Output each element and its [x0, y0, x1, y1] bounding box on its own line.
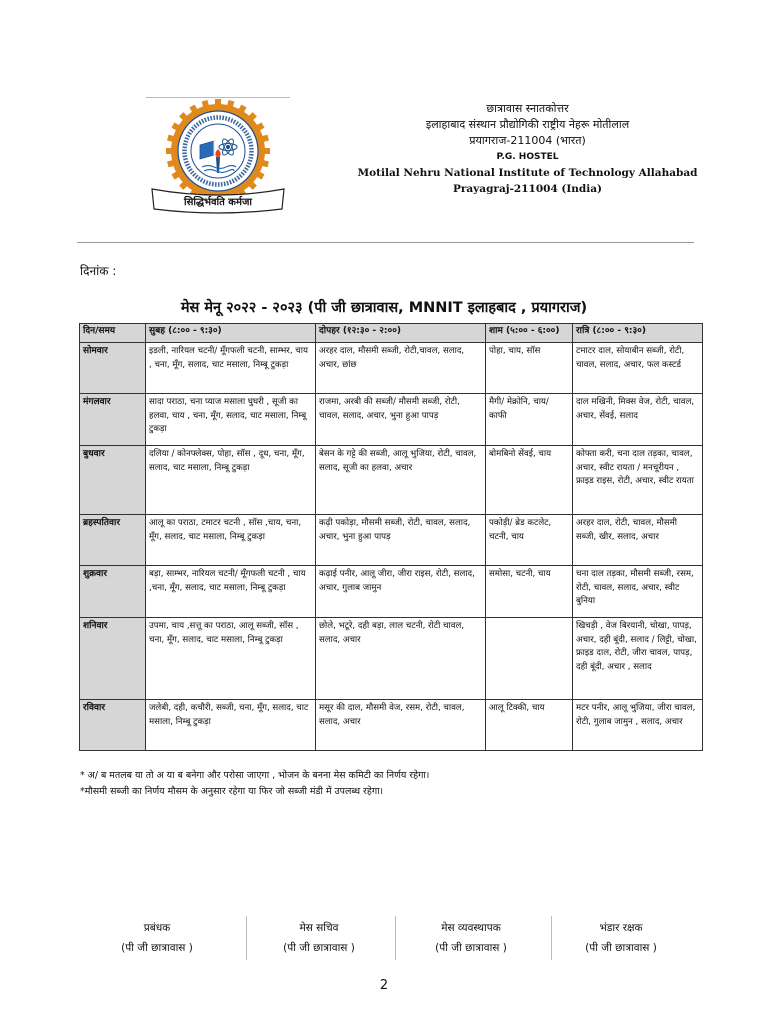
table-row: [80, 394, 703, 446]
dinner-cell: कोफ्ता करी, चना दाल तड़का, चावल, अचार, स्वीट रायता / मनचूरीयन , फ्राइड राइस, रोटी, अचार, स्वीट रायता: [573, 446, 703, 515]
signatory-unit: (पी जी छात्रावास ): [283, 942, 355, 954]
table-row: [80, 566, 703, 618]
header-breakfast: सुबह (८:०० - ९:३०): [146, 324, 316, 343]
lunch-cell: मसूर की दाल, मौसमी वेज, रसम, रोटी, चावल, सलाद, अचार: [316, 700, 486, 751]
day-cell: शुक्रवार: [80, 566, 146, 618]
breakfast-cell: आलू का पराठा, टमाटर चटनी , सॉस ,चाय, चना, मूँग, सलाद, चाट मसाला, निम्बू टुकड़ा: [146, 515, 316, 566]
signatory-mess-manager: [406, 918, 536, 958]
dinner-cell: खिचड़ी , वेज बिरयानी, चोखा, पापड़, अचार, दही बूंदी, सलाद / लिट्टी, चोखा, फ्राइड दाल, रोटी, जीरा चावल, पापड़, दही बूंदी, अचार , सलाद: [573, 618, 703, 700]
header-evening: शाम (५:०० - ६:००): [486, 324, 573, 343]
signatory-storekeeper: [556, 918, 686, 958]
breakfast-cell: जलेबी, दही, कचौरी, सब्जी, चना, मूँग, सलाद, चाट मसाला, निम्बू टुकड़ा: [146, 700, 316, 751]
signature-divider: [551, 916, 552, 960]
header-day-time: दिन/समय: [80, 324, 146, 343]
date-label: दिनांक :: [80, 264, 117, 278]
signatory-unit: (पी जी छात्रावास ): [585, 942, 657, 954]
snacks-cell: [486, 618, 573, 700]
lunch-cell: राजमा, अरबी की सब्जी/ मौसमी सब्जी, रोटी, चावल, सलाद, अचार, भुना हुआ पापड़: [316, 394, 486, 446]
dinner-cell: टमाटर दाल, सोयाबीन सब्जी, रोटी, चावल, सलाद, अचार, फल कस्टर्ड: [573, 343, 703, 394]
footnotes: [80, 768, 429, 800]
day-cell: ब्रहस्पतिवार: [80, 515, 146, 566]
breakfast-cell: दलिया / कोनफ्लेक्स, पोहा, सॉस , दूध, चना, मूँग, सलाद, चाट मसाला, निम्बू टुकड़ा: [146, 446, 316, 515]
dinner-cell: अरहर दाल, रोटी, चावल, मौसमी सब्जी, खीर, सलाद, अचार: [573, 515, 703, 566]
signatory-mess-secretary: [254, 918, 384, 958]
table-row: [80, 343, 703, 394]
header-hindi-line-3: प्रयागराज-211004 (भारत): [469, 134, 586, 147]
snacks-cell: पोहा, चाय, सॉस: [486, 343, 573, 394]
breakfast-cell: बड़ा, साम्भर, नारियल चटनी/ मूँगफली चटनी , चाय ,चना, मूँग, सलाद, चाट मसाला, निम्बू टुकड़ा: [146, 566, 316, 618]
signatory-role: मेस व्यवस्थापक: [441, 922, 501, 934]
day-cell: बुधवार: [80, 446, 146, 515]
page-title: मेस मेनू २०२२ - २०२३ (पी जी छात्रावास, MNNIT इलाहबाद , प्रयागराज): [180, 300, 588, 316]
header-pg-hostel: P.G. HOSTEL: [496, 152, 559, 162]
day-cell: शनिवार: [80, 618, 146, 700]
header-hindi-line-1: छात्रावास स्नातकोत्तर: [486, 102, 569, 115]
lunch-cell: कढ़ाई पनीर, आलू जीरा, जीरा राइस, रोटी, सलाद, अचार, गुलाब जामुन: [316, 566, 486, 618]
table-row: [80, 618, 703, 700]
header-divider: [77, 242, 694, 243]
table-row: [80, 446, 703, 515]
snacks-cell: समोसा, चटनी, चाय: [486, 566, 573, 618]
dinner-cell: मटर पनीर, आलू भुजिया, जीरा चावल, रोटी, गुलाब जामुन , सलाद, अचार: [573, 700, 703, 751]
dinner-cell: दाल मखिनी, मिक्स वेज, रोटी, चावल, अचार, सेंवई, सलाद: [573, 394, 703, 446]
signatory-role: मेस सचिव: [299, 922, 339, 934]
lunch-cell: बेसन के गट्टे की सब्जी, आलू भुजिया, रोटी, चावल, सलाद, सूजी का हलवा, अचार: [316, 446, 486, 515]
breakfast-cell: इडली, नारियल चटनी/ मूँगफली चटनी, साम्भर, चाय , चना, मूँग, सलाद, चाट मसाला, निम्बू टुकड़ा: [146, 343, 316, 394]
header-institute-name: Motilal Nehru National Institute of Technology Allahabad: [357, 167, 698, 179]
header-dinner: रात्रि (८:०० - ९:३०): [573, 324, 703, 343]
page-number: 2: [379, 978, 389, 993]
header-address: Prayagraj-211004 (India): [452, 183, 603, 195]
snacks-cell: आलू टिक्की, चाय: [486, 700, 573, 751]
dinner-cell: चना दाल तड़का, मौसमी सब्जी, रसम, रोटी, चावल, सलाद, अचार, स्वीट बुनिया: [573, 566, 703, 618]
breakfast-cell: उपमा, चाय ,सत्तू का पराठा, आलू सब्जी, सॉस , चना, मूँग, सलाद, चाट मसाला, निम्बू टुकड़ा: [146, 618, 316, 700]
signature-divider: [246, 916, 247, 960]
table-header-row: [80, 324, 703, 343]
lunch-cell: कढ़ी पकोड़ा, मौसमी सब्जी, रोटी, चावल, सलाद, अचार, भुना हुआ पापड़: [316, 515, 486, 566]
letterhead: [355, 101, 700, 197]
table-row: [80, 515, 703, 566]
lunch-cell: अरहर दाल, मौसमी सब्जी, रोटी,चावल, सलाद, अचार, छांछ: [316, 343, 486, 394]
signatory-role: भंडार रक्षक: [599, 922, 643, 934]
day-cell: सोमवार: [80, 343, 146, 394]
logo-motto: सिद्धिर्भवति कर्मजा: [184, 197, 252, 208]
snacks-cell: मैगी/ मेक्रोनि, चाय/ काफी: [486, 394, 573, 446]
table-row: [80, 700, 703, 751]
breakfast-cell: सादा पराठा, चना प्याज मसाला घुघरी , सूजी का हलवा, चाय , चना, मूँग, सलाद, चाट मसाला, निम्बू टुकड़ा: [146, 394, 316, 446]
day-cell: मंगलवार: [80, 394, 146, 446]
day-cell: रविवार: [80, 700, 146, 751]
footnote: *मौसमी सब्जी का निर्णय मौसम के अनुसार रहेगा या फिर जो सब्जी मंडी में उपलब्ध रहेगा।: [80, 786, 384, 797]
lunch-cell: छोले, भटूरे, दही बड़ा, लाल चटनी, रोटी चावल, सलाद, अचार: [316, 618, 486, 700]
mess-menu-table: [79, 323, 703, 751]
header-hindi-line-2: इलाहाबाद संस्थान प्रौद्योगिकी राष्ट्रीय नेहरू मोतीलाल: [425, 118, 630, 131]
signatory-manager: [92, 918, 222, 958]
signatory-unit: (पी जी छात्रावास ): [435, 942, 507, 954]
institute-logo: [146, 97, 290, 215]
signatory-role: प्रबंधक: [143, 922, 171, 934]
footnote: * अ/ ब मतलब या तो अ या ब बनेगा और परोसा जाएगा , भोजन के बनना मेस कमिटी का निर्णय रहेगा।: [80, 770, 430, 781]
snacks-cell: पकोड़ी/ ब्रेड कटलेट, चटनी, चाय: [486, 515, 573, 566]
snacks-cell: बोमबिनो सेंवई, चाय: [486, 446, 573, 515]
signature-divider: [395, 916, 396, 960]
signatory-unit: (पी जी छात्रावास ): [121, 942, 193, 954]
header-lunch: दोपहर (१२:३० - २:००): [316, 324, 486, 343]
